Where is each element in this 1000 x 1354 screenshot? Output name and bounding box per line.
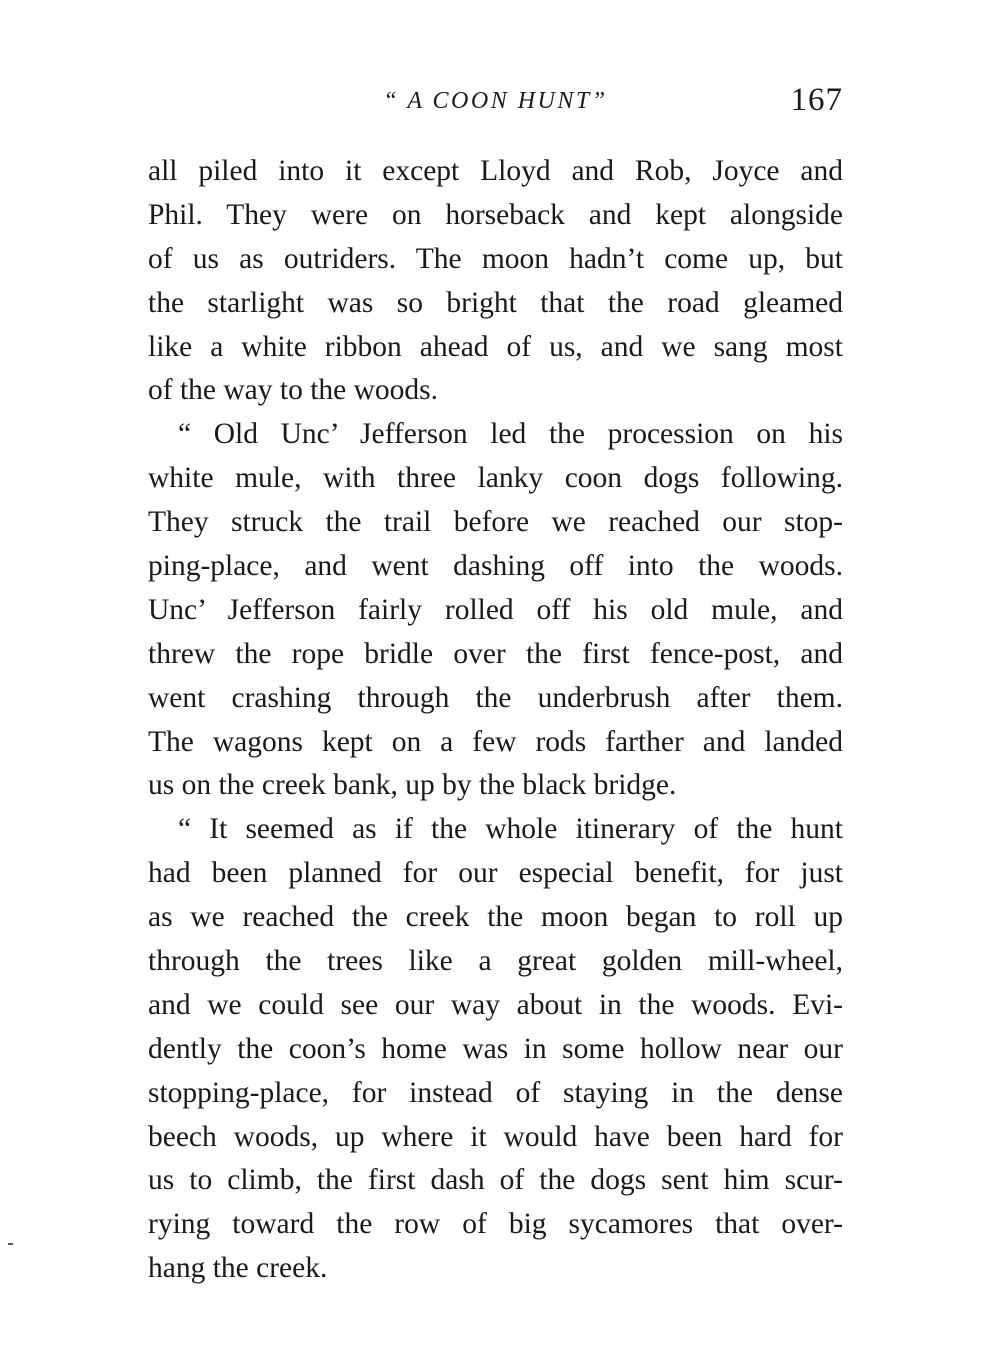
text-line: The wagons kept on a few rods farther and landed — [148, 725, 843, 758]
text-line: had been planned for our especial benefit, for just — [148, 857, 843, 890]
body-text — [148, 150, 843, 1291]
text-line: the starlight was so bright that the road gleamed — [148, 286, 843, 319]
text-line: “ It seemed as if the whole itinerary of the hunt — [178, 813, 843, 846]
text-line: “ Old Unc’ Jefferson led the procession on his — [178, 418, 843, 451]
text-line: of us as outriders. The moon hadn’t come up, but — [148, 242, 843, 275]
page-number: 167 — [790, 82, 843, 118]
text-line: us on the creek bank, up by the black bridge. — [148, 769, 677, 802]
text-line: They struck the trail before we reached our stop- — [148, 506, 843, 539]
text-line: rying toward the row of big sycamores that over- — [148, 1208, 843, 1241]
text-line: ping-place, and went dashing off into the woods. — [148, 550, 843, 583]
text-line: went crashing through the underbrush after them. — [148, 681, 843, 714]
text-line: us to climb, the first dash of the dogs sent him scur- — [148, 1164, 843, 1197]
text-line: white mule, with three lanky coon dogs following. — [148, 462, 843, 495]
running-head — [148, 82, 843, 122]
text-line: as we reached the creek the moon began to roll up — [148, 901, 843, 934]
text-line: Unc’ Jefferson fairly rolled off his old mule, and — [148, 593, 843, 626]
text-line: of the way to the woods. — [148, 374, 439, 407]
text-line: dently the coon’s home was in some hollow near our — [148, 1032, 843, 1065]
running-title: “ A COON HUNT” — [383, 88, 608, 114]
scan-speck — [8, 1243, 13, 1245]
text-line: like a white ribbon ahead of us, and we sang most — [148, 330, 843, 363]
text-line: beech woods, up where it would have been hard for — [148, 1120, 843, 1153]
text-line: threw the rope bridle over the first fence-post, and — [148, 637, 843, 670]
text-line: stopping-place, for instead of staying in the dense — [148, 1076, 843, 1109]
text-line: through the trees like a great golden mill-wheel, — [148, 945, 843, 978]
text-line: Phil. They were on horseback and kept alongside — [148, 198, 843, 231]
text-line: hang the creek. — [148, 1252, 328, 1285]
text-line: and we could see our way about in the woods. Evi- — [148, 988, 843, 1021]
text-line: all piled into it except Lloyd and Rob, Joyce and — [148, 155, 843, 187]
